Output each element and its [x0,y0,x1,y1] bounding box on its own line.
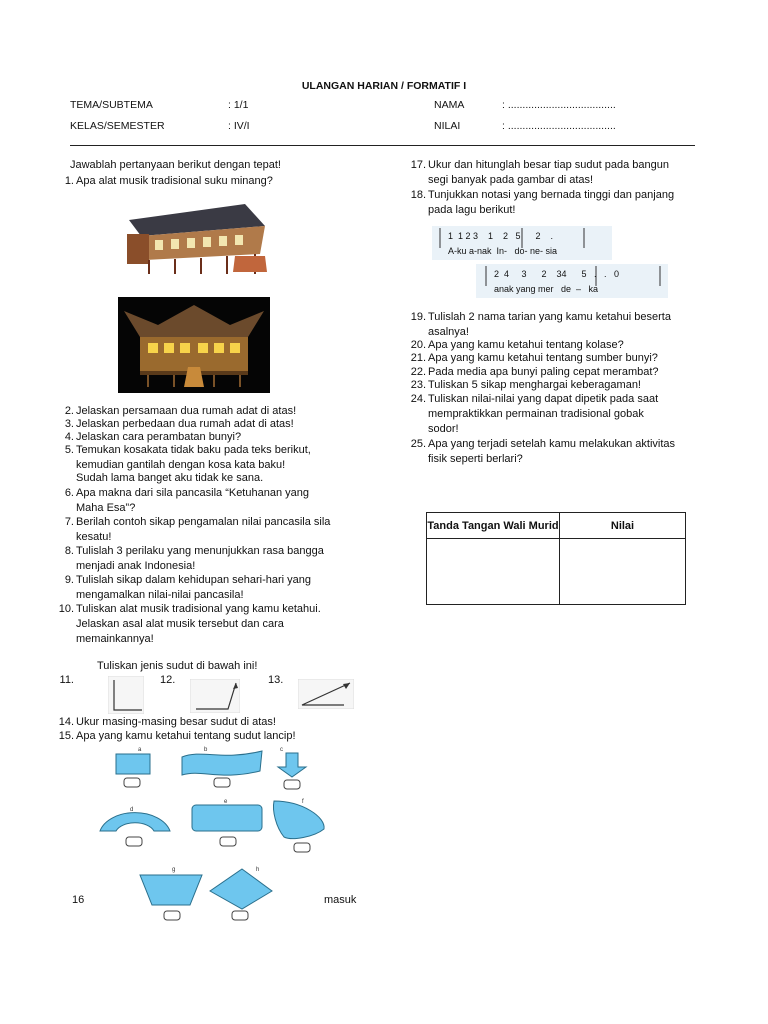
question-9: 9. Tulislah sikap dalam kehidupan sehari-hari yang mengamalkan nilai-nilai pancasila! [64,574,312,601]
shape-label-a: a [138,747,142,753]
answer-box-e[interactable] [220,837,236,846]
angle-12-figure [190,679,240,713]
notation-line-1 [432,226,612,260]
page-title: ULANGAN HARIAN / FORMATIF I [301,80,467,92]
kelas-value: : IV/I [228,120,250,132]
question-18: 18. Tunjukkan notasi yang bernada tinggi dan panjang pada lagu berikut! [410,189,675,216]
shape-c-arrow [278,753,306,777]
angle-13-figure [298,679,354,709]
shape-e-rounded-rectangle [192,805,262,831]
shape-label-c: c [280,747,283,753]
question-19: 19. Tulislah 2 nama tarian yang kamu ketahui beserta asalnya! [410,311,671,338]
shape-label-g: g [172,867,176,873]
question-20: 20. Apa yang kamu ketahui tentang kolase? [410,339,624,351]
question-11-number: 11. [59,674,74,686]
notation-line-2 [476,264,668,298]
rumah-adat-image-2 [118,297,270,393]
question-24: 24. Tuliskan nilai-nilai yang dapat dipetik pada saat mempraktikkan permainan tradisional gobak sodor! [410,393,659,435]
question-12-number: 12. [160,674,176,686]
notation-1-lyrics: A-ku a-nak In- do- ne- sia [448,246,558,256]
shape-label-e: e [224,799,228,805]
question-2: 2. Jelaskan persamaan dua rumah adat di atas! [64,405,297,417]
shape-b-wave [182,751,262,775]
nama-field[interactable]: : ..................................... [502,99,616,111]
answer-box-a[interactable] [124,778,140,787]
question-6: 6. Apa makna dari sila pancasila “Ketuhanan yang Maha Esa”? [64,487,309,514]
signature-column-header: Tanda Tangan Wali Murid [427,513,560,539]
question-16-tail: masuk [324,894,357,906]
question-10: 10. Tuliskan alat musik tradisional yang kamu ketahui. Jelaskan asal alat musik tersebut dan cara memainkannya! [58,603,321,645]
question-13-number: 13. [268,674,284,686]
question-23: 23. Tuliskan 5 sikap menghargai keberagaman! [410,379,641,391]
shape-label-b: b [204,747,208,753]
shape-h-rhombus [210,869,272,909]
shape-f-leaf [273,801,324,839]
question-15: 15. Apa yang kamu ketahui tentang sudut lancip! [58,730,296,742]
answer-box-g[interactable] [164,911,180,920]
question-16-number: 16 [72,894,85,906]
notation-1-notes: 1 1 2 3 1 2 5 2 . [448,231,554,241]
question-25: 25. Apa yang terjadi setelah kamu melakukan aktivitas fisik seperti berlari? [410,438,676,465]
shape-g-trapezoid [140,875,202,905]
answer-box-b[interactable] [214,778,230,787]
tema-value: : 1/1 [228,99,249,111]
question-17: 17. Ukur dan hitunglah besar tiap sudut pada bangun segi banyak pada gambar di atas! [410,159,669,186]
shape-label-f: f [302,799,304,805]
header-divider [70,145,695,146]
nilai-field[interactable]: : ..................................... [502,120,616,132]
shape-d-arch [100,813,170,831]
kelas-label: KELAS/SEMESTER [70,120,165,132]
answer-box-f[interactable] [294,843,310,852]
shape-a-rectangle [116,754,150,774]
signature-cell[interactable] [427,539,560,605]
question-3: 3. Jelaskan perbedaan dua rumah adat di atas! [64,418,294,430]
answer-box-c[interactable] [284,780,300,789]
rumah-adat-image-1 [115,192,270,286]
question-22: 22. Pada media apa bunyi paling cepat merambat? [410,366,659,378]
score-column-header: Nilai [560,513,686,539]
tema-label: TEMA/SUBTEMA [70,99,153,111]
answer-box-h[interactable] [232,911,248,920]
question-14: 14. Ukur masing-masing besar sudut di atas! [58,716,276,728]
question-7: 7. Berilah contoh sikap pengamalan nilai pancasila sila kesatu! [64,516,331,543]
shape-label-d: d [130,807,134,813]
signature-table [426,512,686,605]
question-5: 5. Temukan kosakata tidak baku pada teks berikut, kemudian gantilah dengan kosa kata baku! Sudah lama banget aku tidak ke sana. [64,444,311,484]
question-8: 8. Tulislah 3 perilaku yang menunjukkan rasa bangga menjadi anak Indonesia! [64,545,324,572]
nama-label: NAMA [434,99,465,111]
angle-11-figure [108,676,144,714]
question-1: 1. Apa alat musik tradisional suku minang? [64,175,273,187]
score-cell[interactable] [560,539,686,605]
notation-2-notes: 2 4 3 2 34 5 . . 0 [494,269,620,279]
question-4: 4. Jelaskan cara perambatan bunyi? [64,431,242,443]
angle-intro: Tuliskan jenis sudut di bawah ini! [97,660,258,672]
shapes-figure [96,745,336,923]
question-21: 21. Apa yang kamu ketahui tentang sumber bunyi? [410,352,658,364]
answer-box-d[interactable] [126,837,142,846]
notation-2-lyrics: anak yang mer de – ka [494,284,599,294]
shape-label-h: h [256,867,260,873]
intro-text: Jawablah pertanyaan berikut dengan tepat! [70,159,281,171]
nilai-label: NILAI [434,120,461,132]
